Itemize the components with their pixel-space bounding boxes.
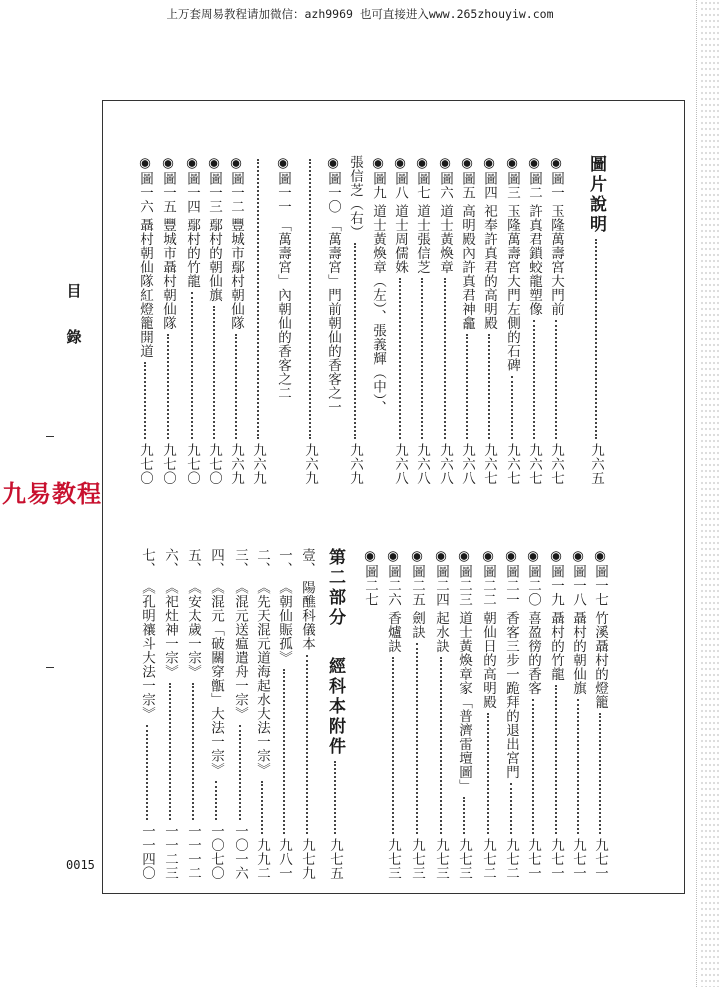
toc-entry: [456, 548, 472, 880]
toc-entry: [481, 155, 497, 485]
entry-page: 一一二三: [162, 824, 178, 880]
entry-page: 九七三: [409, 838, 425, 880]
toc-entry: [206, 155, 222, 485]
toc-entry: [437, 155, 453, 485]
toc-entry: [414, 155, 430, 485]
toc-entry: [276, 548, 292, 880]
entry-title: ◉圖二七: [362, 548, 378, 607]
source-header-text: 上万套周易教程请加微信：azh9969 也可直接进入www.265zhouyiw.com: [166, 7, 554, 21]
entry-title: ◉圖一〇 「萬壽宮」門前朝仙的香客之一: [325, 155, 341, 415]
entry-page: 九七二: [480, 838, 496, 880]
leader-dots: [488, 334, 490, 439]
entry-title: ◉圖一九 聶村的竹龍: [548, 548, 564, 682]
entry-page: 九七〇: [137, 443, 153, 485]
toc-entry: [208, 548, 224, 880]
entry-page: 九六九: [228, 443, 244, 485]
entry-title: 一、 《朝仙賑孤》: [276, 548, 292, 665]
entry-page: 九六八: [414, 443, 430, 485]
entry-title: ◉圖二六 香爐訣: [385, 548, 401, 654]
leader-dots: [595, 239, 597, 439]
toc-entry: [250, 155, 266, 485]
entry-page: 九六七: [526, 443, 542, 485]
entry-title: ◉圖八 道士周儒姝: [392, 155, 408, 275]
entry-title: ◉圖一五 豐城市聶村朝仙隊: [160, 155, 176, 331]
entry-page: 九六七: [548, 443, 564, 485]
toc-entry: [228, 155, 244, 485]
entry-page: 九七一: [592, 838, 608, 880]
entry-page: 九七三: [433, 838, 449, 880]
entry-title: 二、 《先天混元道海起水大法一宗》: [254, 548, 270, 777]
leader-dots: [466, 334, 468, 439]
entry-page: 九七〇: [184, 443, 200, 485]
leader-dots: [416, 643, 418, 834]
toc-entry: [526, 155, 542, 485]
entry-title: ◉圖二三 道士黃煥章家「普濟雷壇圖」: [456, 548, 472, 794]
leader-dots: [167, 334, 169, 439]
leader-dots: [399, 278, 401, 439]
entry-page: 九八一: [276, 838, 292, 880]
margin-title: 目錄: [66, 282, 82, 346]
leader-dots: [511, 376, 513, 439]
leader-dots: [191, 292, 193, 439]
entry-page: 一一四〇: [139, 824, 155, 880]
entry-title: ◉圖一二 豐城市鄢村朝仙隊: [228, 155, 244, 331]
toc-entry: [592, 548, 608, 880]
entry-title: ◉圖二 許真君鎖蛟龍塑像: [526, 155, 542, 317]
entry-title: ◉圖一七 竹溪聶村的燈籠: [592, 548, 608, 710]
toc-entry: [137, 155, 153, 485]
entry-title: ◉圖二〇 喜盈徬的香客: [525, 548, 541, 696]
entry-title: 五、 《安太歲一宗》: [185, 548, 201, 679]
leader-dots: [555, 320, 557, 439]
entry-page: 九七二: [503, 838, 519, 880]
entry-title: ◉圖二一 香客三步一跪拜的退出宮門: [503, 548, 519, 780]
entry-title: ◉圖一四 鄢村的竹龍: [184, 155, 200, 289]
entry-page: 九六七: [504, 443, 520, 485]
leader-dots: [257, 159, 259, 439]
leader-dots: [577, 699, 579, 834]
leader-dots: [144, 362, 146, 439]
toc-entry: [347, 155, 363, 485]
toc-entry: [302, 155, 318, 485]
entry-page: 九六九: [347, 443, 363, 485]
entry-title: ◉圖四 祀奉許真君的高明殿: [481, 155, 497, 331]
leader-dots: [146, 725, 148, 820]
entry-page: 九六九: [302, 443, 318, 485]
leader-dots: [599, 713, 601, 834]
entry-title: ◉圖三 玉隆萬壽宮大門左側的石碑: [504, 155, 520, 373]
part-heading: [327, 548, 343, 880]
toc-entry: [385, 548, 401, 880]
toc-entry: [480, 548, 496, 880]
toc-entry: [162, 548, 178, 880]
toc-entry: [409, 548, 425, 880]
toc-entry: [548, 548, 564, 880]
leader-dots: [392, 657, 394, 834]
toc-entry: [392, 155, 408, 485]
entry-page: 九七〇: [206, 443, 222, 485]
entry-page: 九七一: [548, 838, 564, 880]
toc-entry: [299, 548, 315, 880]
leader-dots: [213, 306, 215, 439]
leader-dots: [354, 243, 356, 439]
toc-entry: [325, 155, 341, 485]
leader-dots: [440, 657, 442, 834]
scan-edge-line: [696, 0, 698, 987]
toc-entry: [275, 155, 291, 485]
entry-page: 九六八: [459, 443, 475, 485]
entry-page: 一〇一六: [232, 824, 248, 880]
entry-page: 一一一二: [185, 824, 201, 880]
leader-dots: [444, 278, 446, 439]
entry-title: ◉圖五 高明殿內許真君神龕: [459, 155, 475, 331]
toc-entry: [139, 548, 155, 880]
entry-title: 第二部分 經科本附件: [325, 548, 345, 757]
entry-title: 六、 《祀灶神一宗》: [162, 548, 178, 679]
entry-title: ◉圖二五 劍訣: [409, 548, 425, 640]
entry-title: ◉圖一 玉隆萬壽宮大門前: [548, 155, 564, 317]
entry-title: ◉圖九 道士黃煥章（左）、張義輝（中）、: [370, 155, 386, 415]
entry-page: 九七九: [299, 838, 315, 880]
leader-dots: [510, 783, 512, 834]
entry-title: 圖片說明: [586, 155, 606, 235]
entry-title: 七、 《孔明禳斗大法一宗》: [139, 548, 155, 721]
entry-title: ◉圖一八 聶村的朝仙旗: [570, 548, 586, 696]
toc-entry: [570, 548, 586, 880]
entry-page: 九七一: [570, 838, 586, 880]
toc-entry: [254, 548, 270, 880]
scan-edge-noise: [700, 0, 720, 987]
leader-dots: [306, 655, 308, 834]
leader-dots: [261, 781, 263, 834]
entry-title: ◉圖一六 聶村朝仙隊紅燈籠開道: [137, 155, 153, 359]
entry-title: 張信芝（右）: [347, 155, 363, 239]
entry-page: 九六五: [588, 443, 604, 485]
entry-title: ◉圖一三 鄢村的朝仙旗: [206, 155, 222, 303]
leader-dots: [283, 669, 285, 834]
toc-entry: [503, 548, 519, 880]
toc-entry: [525, 548, 541, 880]
toc-entry: [184, 155, 200, 485]
entry-page: 九七一: [525, 838, 541, 880]
entry-title: ◉圖七 道士張信芝: [414, 155, 430, 275]
leader-dots: [555, 685, 557, 834]
toc-entry: [433, 548, 449, 880]
entry-title: ◉圖一一 「萬壽宮」內朝仙的香客之二: [275, 155, 291, 401]
toc-entry: [232, 548, 248, 880]
toc-entry: [504, 155, 520, 485]
entry-title: ◉圖二四 起水訣: [433, 548, 449, 654]
leader-dots: [169, 683, 171, 820]
leader-dots: [463, 797, 465, 834]
leader-dots: [309, 159, 311, 439]
entry-page: 九九二: [254, 838, 270, 880]
margin-tick: [46, 436, 54, 437]
page-number: 0015: [66, 858, 95, 872]
leader-dots: [533, 320, 535, 439]
entry-page: 九七〇: [160, 443, 176, 485]
entry-title: 四、 《混元「破關穿甑」大法一宗》: [208, 548, 224, 777]
leader-dots: [334, 761, 336, 834]
toc-entry: [362, 548, 378, 880]
toc-entry: [459, 155, 475, 485]
leader-dots: [239, 725, 241, 820]
entry-page: 九六九: [250, 443, 266, 485]
toc-entry: [548, 155, 564, 485]
margin-tick: [46, 667, 54, 668]
leader-dots: [215, 781, 217, 820]
entry-title: ◉圖二二 朝仙日的高明殿: [480, 548, 496, 710]
leader-dots: [421, 278, 423, 439]
watermark-logo: 九易教程: [2, 480, 102, 508]
entry-page: 九六七: [481, 443, 497, 485]
entry-title: ◉圖六 道士黃煥章: [437, 155, 453, 275]
leader-dots: [192, 683, 194, 820]
leader-dots: [487, 713, 489, 834]
entry-page: 九七三: [385, 838, 401, 880]
entry-page: 九七三: [456, 838, 472, 880]
toc-entry: [370, 155, 386, 485]
entry-title: 三、 《混元送瘟遣舟一宗》: [232, 548, 248, 721]
section-heading: [588, 155, 604, 485]
leader-dots: [532, 699, 534, 834]
toc-entry: [160, 155, 176, 485]
entry-title: 壹、 陽醮科儀本: [299, 548, 315, 651]
entry-page: 九六八: [392, 443, 408, 485]
toc-entry: [185, 548, 201, 880]
leader-dots: [235, 334, 237, 439]
entry-page: 九六八: [437, 443, 453, 485]
entry-page: 一〇七〇: [208, 824, 224, 880]
entry-page: 九七五: [327, 838, 343, 880]
